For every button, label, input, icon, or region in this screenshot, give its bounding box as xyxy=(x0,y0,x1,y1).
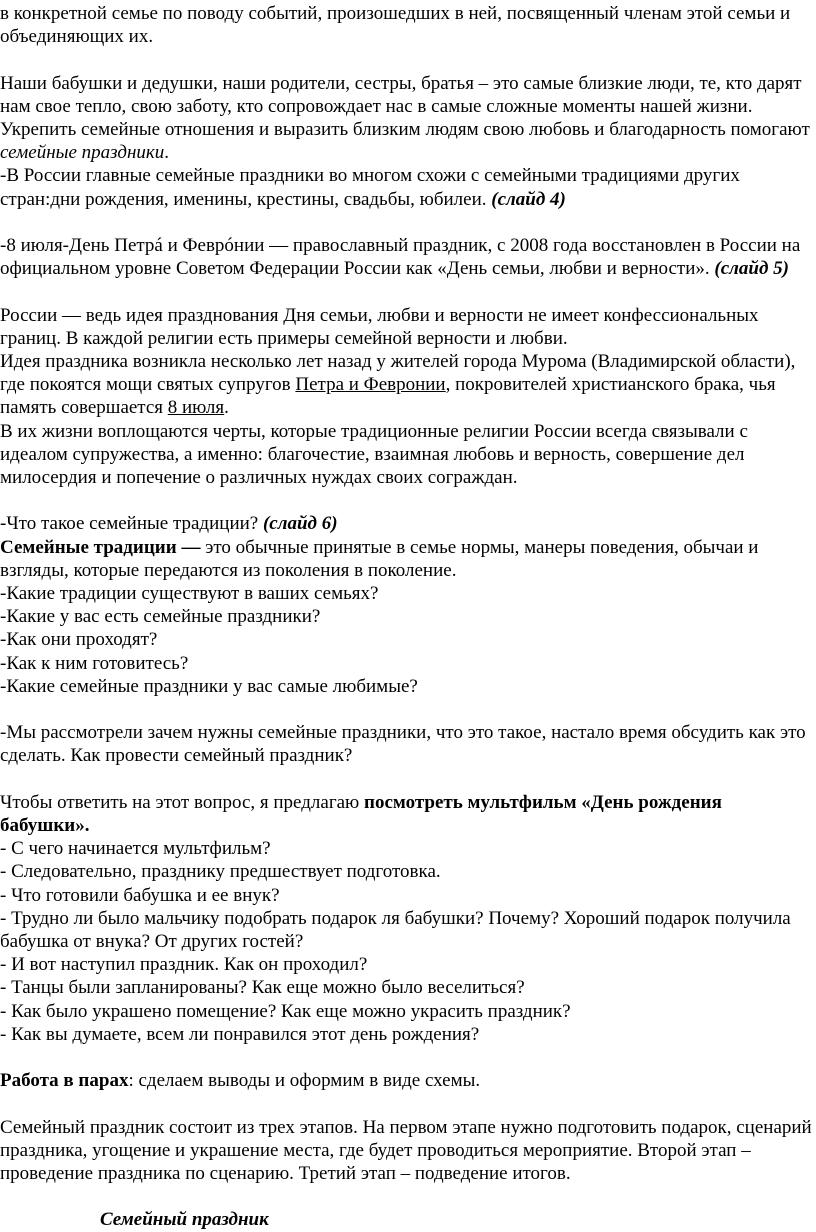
scheme-title-text: Семейный праздник xyxy=(100,1209,269,1231)
spacer xyxy=(0,698,812,721)
spacer xyxy=(0,768,812,791)
question-item: -Как они проходят? xyxy=(0,629,158,651)
spacer xyxy=(0,1092,812,1115)
question-item: - И вот наступил праздник. Как он проходил? xyxy=(0,954,368,976)
text: : сделаем выводы и оформим в виде схемы. xyxy=(128,1070,481,1092)
pair-work-label: Работа в парах xyxy=(0,1070,129,1092)
paragraph-family xyxy=(0,72,812,165)
scheme-title xyxy=(0,1208,812,1231)
paragraph-intro xyxy=(0,2,812,48)
text: -Что такое семейные традиции? xyxy=(0,513,263,535)
emphasis-text: семейные праздники xyxy=(0,142,165,164)
text: Наши бабушки и дедушки, наши родители, сестры, братья – это самые близкие люди, те, кто дарят нам свое тепло, свою заботу, кто сопровождает нас в самые сложные моменты нашей жизни. Укрепить семейные отношения и выразить близким людям свою любовь и благодарность помогают xyxy=(0,72,810,140)
spacer xyxy=(0,1185,812,1208)
text: . xyxy=(224,397,229,419)
spacer xyxy=(0,489,812,512)
question-traditions xyxy=(0,512,812,535)
question-item: -Какие семейные праздники у вас самые любимые? xyxy=(0,675,418,697)
question-item: -Какие традиции существуют в ваших семьях? xyxy=(0,583,379,605)
spacer xyxy=(0,280,812,303)
slide-ref: (слайд 6) xyxy=(262,513,338,535)
question-item: - Танцы были запланированы? Как еще можно было веселиться? xyxy=(0,977,525,999)
question-item: - Что готовили бабушка и ее внук? xyxy=(0,884,280,906)
text: -8 июля-День Петрá и Феврóнии — православный праздник, с 2008 года восстановлен в России на официальном уровне Советом Федерации России как «День семьи, любви и верности». xyxy=(0,235,801,280)
paragraph-confessions xyxy=(0,304,812,350)
slide-ref: (слайд 4) xyxy=(491,188,566,210)
text: -Мы рассмотрели зачем нужны семейные праздники, что это такое, настало время обсудить как это сделать. Как провести семейный праздник? xyxy=(0,722,806,767)
question-item: - С чего начинается мультфильм? xyxy=(0,838,271,860)
paragraph-stages xyxy=(0,1116,812,1186)
question-item: - Как было украшено помещение? Как еще можно украсить праздник? xyxy=(0,1000,571,1022)
paragraph-murom xyxy=(0,350,812,420)
link-petr-fevronia[interactable]: Петра и Февронии xyxy=(295,374,446,396)
cartoon-title: посмотреть мультфильм «День рождения бабушки». xyxy=(0,791,722,837)
paragraph-virtues xyxy=(0,420,812,490)
document-page xyxy=(0,2,812,1232)
text: России — ведь идея празднования Дня семьи, любви и верности не имеет конфессиональных границ. В каждой религии есть примеры семейной верности и любви. xyxy=(0,304,759,349)
paragraph-july-8 xyxy=(0,234,812,280)
question-item: - Следовательно, празднику предшествует подготовка. xyxy=(0,861,441,883)
text: В их жизни воплощаются черты, которые традиционные религии России всегда связывали с идеалом супружества, а именно: благочестие, взаимная любовь и верность, совершение дел милосердия и попечение о различных нуждах своих сограждан. xyxy=(0,420,748,489)
spacer xyxy=(0,1046,812,1069)
paragraph-russia-holidays xyxy=(0,164,812,210)
text: Чтобы ответить на этот вопрос, я предлагаю xyxy=(0,791,364,813)
question-item: - Как вы думаете, всем ли понравился этот день рождения? xyxy=(0,1023,480,1045)
text: -В России главные семейные праздники во многом схожи с семейными традициями других стран:дни рождения, именины, крестины, свадьбы, юбилеи. xyxy=(0,165,740,210)
text: в конкретной семье по поводу событий, произошедших в ней, посвященный членам этой семьи и объединяющих их. xyxy=(0,3,791,48)
slide-ref: (слайд 5) xyxy=(714,258,789,280)
link-july-8[interactable]: 8 июля xyxy=(167,397,225,419)
question-item: - Трудно ли было мальчику подобрать подарок ля бабушки? Почему? Хороший подарок получила бабушка от внука? От других гостей? xyxy=(0,907,791,953)
paragraph-how-to xyxy=(0,721,812,767)
text: , покровителей христианского брака, чья память совершается xyxy=(0,374,776,419)
text: Идея праздника возникла несколько лет назад у жителей города Мурома (Владимирской области), где покоятся мощи святых супругов xyxy=(0,351,796,396)
spacer xyxy=(0,48,812,71)
paragraph-pair-work xyxy=(0,1069,812,1092)
text: . xyxy=(164,142,170,164)
question-item: -Какие у вас есть семейные праздники? xyxy=(0,606,321,628)
question-item: -Как к ним готовитесь? xyxy=(0,652,189,674)
definition-traditions xyxy=(0,536,812,582)
text: Семейный праздник состоит из трех этапов. На первом этапе нужно подготовить подарок, сценарий праздника, угощение и украшение места, где будет проводиться мероприятие. Второй этап – проведение праздника по сценарию. Третий этап – подведение итогов. xyxy=(0,1116,812,1185)
spacer xyxy=(0,211,812,234)
definition-term: Семейные традиции — xyxy=(0,536,201,558)
text: это обычные принятые в семье нормы, манеры поведения, обычаи и взгляды, которые передаются из поколения в поколение. xyxy=(0,536,759,581)
paragraph-cartoon xyxy=(0,791,812,837)
